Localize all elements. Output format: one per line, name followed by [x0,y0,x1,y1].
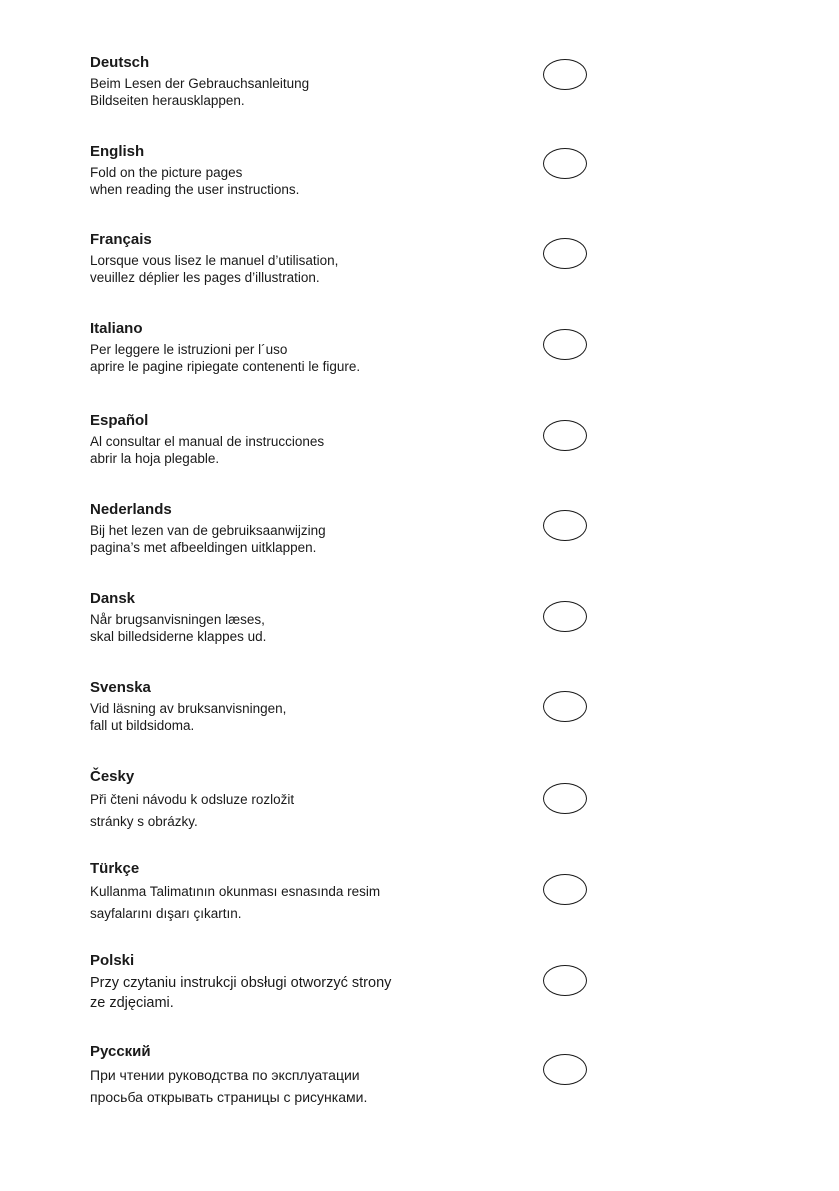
section-espanol [90,412,510,467]
instruction-text [90,973,510,1013]
instruction-line: Při čteni návodu k odsluze rozložit [90,792,295,807]
instruction-line: when reading the user instructions. [90,182,300,197]
instruction-line: ze zdjęciami. [90,995,174,1011]
instruction-line: veuillez déplier les pages d’illustration. [90,270,320,285]
instruction-line: Per leggere le istruzioni per l´uso [90,342,288,357]
language-title: Italiano [90,320,143,337]
instruction-text [90,164,510,198]
language-title: Deutsch [90,54,150,71]
instruction-line: просьба открывать страницы с рисунками. [90,1089,368,1105]
language-marker-circle [543,510,587,541]
language-marker-circle [543,691,587,722]
section-svenska [90,679,510,734]
section-dansk [90,590,510,645]
language-marker-circle [543,601,587,632]
instruction-text [90,789,510,833]
instruction-text [90,1064,510,1108]
instruction-text [90,341,510,375]
language-title: Русский [90,1043,151,1060]
instruction-line: stránky s obrázky. [90,814,198,829]
language-marker-circle [543,238,587,269]
instruction-text [90,75,510,109]
instruction-line: Bildseiten herausklappen. [90,93,245,108]
instruction-line: abrir la hoja plegable. [90,451,220,466]
language-marker-circle [543,783,587,814]
instruction-line: Beim Lesen der Gebrauchsanleitung [90,76,310,91]
language-title: Polski [90,952,135,969]
language-marker-circle [543,1054,587,1085]
section-deutsch [90,54,510,109]
instruction-line: skal billedsiderne klappes ud. [90,629,267,644]
language-marker-circle [543,874,587,905]
instruction-text [90,700,510,734]
language-title: Français [90,231,152,248]
language-marker-circle [543,59,587,90]
instruction-text [90,522,510,556]
section-russkiy [90,1043,510,1108]
language-title: Nederlands [90,501,172,518]
instruction-line: Fold on the picture pages [90,165,243,180]
instruction-line: fall ut bildsidoma. [90,718,195,733]
instruction-line: Når brugsanvisningen læses, [90,612,265,627]
language-title: Dansk [90,590,136,607]
instruction-text [90,611,510,645]
instruction-text [90,433,510,467]
language-marker-circle [543,420,587,451]
language-marker-circle [543,329,587,360]
section-english [90,143,510,198]
instruction-text [90,881,510,925]
language-title: English [90,143,145,160]
section-francais [90,231,510,286]
section-nederlands [90,501,510,556]
section-italiano [90,320,510,375]
instruction-line: Al consultar el manual de instrucciones [90,434,325,449]
language-title: Svenska [90,679,151,696]
instruction-line: Lorsque vous lisez le manuel d’utilisation, [90,253,339,268]
instruction-line: Przy czytaniu instrukcji obsługi otworzyć strony [90,975,392,991]
language-marker-circle [543,148,587,179]
section-turkce [90,860,510,925]
language-title: Česky [90,768,135,785]
instruction-line: Vid läsning av bruksanvisningen, [90,701,287,716]
section-polski [90,952,510,1013]
language-marker-circle [543,965,587,996]
instruction-line: pagina’s met afbeeldingen uitklappen. [90,540,317,555]
instruction-line: sayfalarını dışarı çıkartın. [90,906,242,921]
instruction-line: При чтении руководства по эксплуатации [90,1067,360,1083]
instruction-line: aprire le pagine ripiegate contenenti le figure. [90,359,361,374]
language-title: Español [90,412,149,429]
instruction-text [90,252,510,286]
instruction-line: Kullanma Talimatının okunması esnasında resim [90,884,381,899]
instruction-line: Bij het lezen van de gebruiksaanwijzing [90,523,326,538]
section-cesky [90,768,510,833]
language-title: Türkçe [90,860,140,877]
